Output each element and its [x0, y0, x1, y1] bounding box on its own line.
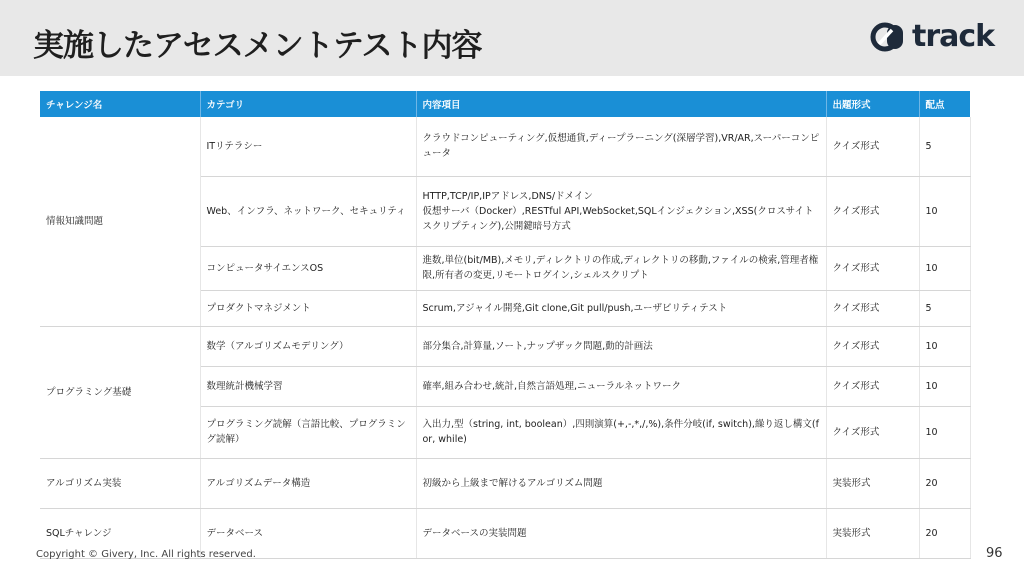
group-name: SQLチャレンジ — [40, 508, 200, 558]
page-title: 実施したアセスメントテスト内容 — [33, 28, 482, 64]
cell-points: 10 — [919, 326, 970, 366]
header-points: 配点 — [919, 91, 970, 117]
group-name: プログラミング基礎 — [40, 326, 200, 458]
logo — [870, 19, 995, 54]
header-content: 内容項目 — [416, 91, 826, 117]
group-name: 情報知識問題 — [40, 117, 200, 326]
cell-format: クイズ形式 — [826, 246, 919, 290]
cell-content: データベースの実装問題 — [416, 508, 826, 558]
cell-content: 部分集合,計算量,ソート,ナップザック問題,動的計画法 — [416, 326, 826, 366]
cell-format: クイズ形式 — [826, 326, 919, 366]
cell-format: クイズ形式 — [826, 406, 919, 458]
cell-content: 進数,単位(bit/MB),メモリ,ディレクトリの作成,ディレクトリの移動,ファイルの検索,管理者権限,所有者の変更,リモートログイン,シェルスクリプト — [416, 246, 826, 290]
cell-points: 5 — [919, 117, 970, 176]
cell-category: プログラミング読解（言語比較、プログラミング読解） — [200, 406, 416, 458]
cell-category: アルゴリズムデータ構造 — [200, 458, 416, 508]
cell-content: 確率,組み合わせ,統計,自然言語処理,ニューラルネットワーク — [416, 366, 826, 406]
cell-points: 20 — [919, 458, 970, 508]
cell-format: クイズ形式 — [826, 290, 919, 326]
cell-format: クイズ形式 — [826, 366, 919, 406]
cell-category: プロダクトマネジメント — [200, 290, 416, 326]
header-category: カテゴリ — [200, 91, 416, 117]
cell-points: 10 — [919, 406, 970, 458]
cell-points: 10 — [919, 176, 970, 246]
table-header-row — [40, 91, 970, 117]
header-format: 出題形式 — [826, 91, 919, 117]
cell-category: データベース — [200, 508, 416, 558]
table-row — [40, 458, 970, 508]
cell-category: 数理統計機械学習 — [200, 366, 416, 406]
header-challenge: チャレンジ名 — [40, 91, 200, 117]
page-number: 96 — [986, 546, 1003, 561]
track-logo-icon — [870, 22, 906, 52]
cell-format: クイズ形式 — [826, 117, 919, 176]
cell-category: コンピュータサイエンスOS — [200, 246, 416, 290]
table-row — [40, 326, 970, 366]
assessment-table — [40, 91, 971, 559]
cell-category: ITリテラシー — [200, 117, 416, 176]
cell-content: クラウドコンピューティング,仮想通貨,ディープラーニング(深層学習),VR/AR,スーパーコンピュータ — [416, 117, 826, 176]
cell-points: 5 — [919, 290, 970, 326]
cell-points: 20 — [919, 508, 970, 558]
cell-content: HTTP,TCP/IP,IPアドレス,DNS/ドメイン 仮想サーバ（Docker）,RESTful API,WebSocket,SQLインジェクション,XSS(クロスサイトスクリプティング),公開鍵暗号方式 — [416, 176, 826, 246]
cell-category: Web、インフラ、ネットワーク、セキュリティ — [200, 176, 416, 246]
cell-format: クイズ形式 — [826, 176, 919, 246]
cell-format: 実装形式 — [826, 508, 919, 558]
cell-format: 実装形式 — [826, 458, 919, 508]
table-row — [40, 117, 970, 176]
copyright-text: Copyright © Givery, Inc. All rights reserved. — [36, 549, 256, 560]
cell-points: 10 — [919, 366, 970, 406]
cell-category: 数学（アルゴリズムモデリング） — [200, 326, 416, 366]
header-bar — [0, 0, 1024, 76]
cell-content: 入出力,型（string, int, boolean）,四則演算(+,-,*,/,%),条件分岐(if, switch),繰り返し構文(for, while) — [416, 406, 826, 458]
cell-content: 初級から上級まで解けるアルゴリズム問題 — [416, 458, 826, 508]
group-name: アルゴリズム実装 — [40, 458, 200, 508]
cell-points: 10 — [919, 246, 970, 290]
logo-text: track — [912, 19, 995, 54]
cell-content: Scrum,アジャイル開発,Git clone,Git pull/push,ユーザビリティテスト — [416, 290, 826, 326]
